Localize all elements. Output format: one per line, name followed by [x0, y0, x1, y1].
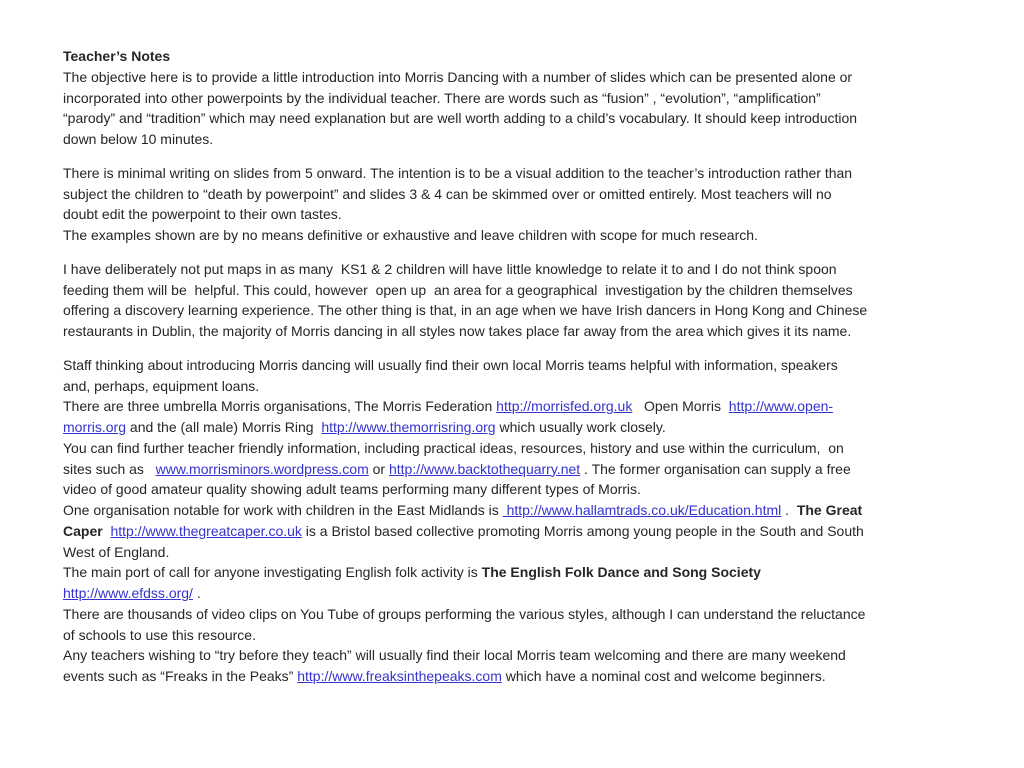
morris-ring-link[interactable]: http://www.themorrisring.org [321, 419, 496, 435]
text-line [63, 108, 984, 129]
notes-text [63, 46, 984, 687]
text-run: One organisation notable for work with children in the East Midlands is [63, 502, 503, 518]
text-run: is a Bristol based collective promoting Morris among young people in the South and South [301, 522, 864, 539]
text-line [63, 645, 984, 666]
text-line [63, 396, 984, 417]
text-line [63, 88, 984, 109]
paragraph-block [63, 163, 984, 246]
backtothequarry-link[interactable]: http://www.backtothequarry.net [388, 460, 581, 477]
text-run: restaurants in Dublin, the majority of Morris dancing in all styles now takes place far away from the area which gives it its name. [63, 323, 852, 339]
text-run: Open Morris [632, 398, 729, 415]
text-run: sites such as [63, 460, 156, 477]
text-run: incorporated into other powerpoints by the individual teacher. There are words such as “fusion” , “evolution”, “amplification” [63, 89, 821, 106]
bold-text: The Great [796, 502, 863, 518]
text-line [63, 521, 984, 542]
text-run: . [781, 502, 797, 518]
text-run: or [368, 460, 389, 477]
text-line [63, 184, 984, 205]
bold-text: The English Folk Dance and Song Society [481, 564, 761, 581]
text-run: There is minimal writing on slides from 5 onward. The intention is to be a visual addition to the teacher’s introduction rather than [63, 164, 853, 181]
text-run: I have deliberately not put maps in as many KS1 & 2 children will have little knowledge to relate it to and I do not think spoon [63, 260, 837, 277]
text-line [63, 355, 984, 376]
bold-text: Teacher’s Notes [63, 48, 171, 64]
text-line [63, 280, 984, 301]
text-run: West of England. [63, 543, 170, 560]
text-line [63, 129, 984, 150]
text-run: feeding them will be helpful. This could, however open up an area for a geographical investigation by the children themselves [63, 281, 853, 298]
text-line [63, 438, 984, 459]
text-line [63, 259, 984, 280]
text-line [63, 46, 984, 67]
text-line [63, 459, 984, 480]
text-run: offering a discovery learning experience. The other thing is that, in an age when we have Irish dancers in Hong Kong and Chinese [63, 302, 868, 319]
text-line [63, 417, 984, 438]
text-run: doubt edit the powerpoint to their own tastes. [63, 206, 342, 223]
text-line [63, 321, 984, 342]
text-run: down below 10 minutes. [63, 131, 214, 147]
morrisfed-link[interactable]: http://morrisfed.org.uk [496, 398, 633, 415]
text-run: “parody” and “tradition” which may need explanation but are well worth adding to a child’s vocabulary. It should keep introduction [63, 110, 858, 127]
open-morris-link[interactable]: http://www.open- [728, 398, 834, 415]
morrisminors-link[interactable]: www.morrisminors.wordpress.com [155, 460, 369, 477]
text-run: You can find further teacher friendly information, including practical ideas, resources, history and use within the curriculum, on [63, 439, 844, 456]
thegreatcaper-link[interactable]: http://www.thegreatcaper.co.uk [110, 522, 302, 539]
text-run: video of good amateur quality showing adult teams performing many different types of Morris. [63, 481, 641, 498]
text-line [63, 604, 984, 625]
bold-text: Caper [63, 522, 103, 539]
paragraph-block [63, 259, 984, 342]
text-line [63, 300, 984, 321]
text-run: Staff thinking about introducing Morris dancing will usually find their own local Morris teams helpful with information, speakers [63, 356, 838, 373]
efdss-link[interactable]: http://www.efdss.org/ [63, 585, 193, 601]
text-run: There are three umbrella Morris organisations, The Morris Federation [63, 398, 497, 415]
text-run: Any teachers wishing to “try before they teach” will usually find their local Morris team welcoming and there are many weekend [63, 647, 846, 664]
text-run: which usually work closely. [495, 419, 666, 435]
text-run: events such as “Freaks in the Peaks” [63, 668, 298, 684]
text-line [63, 67, 984, 88]
text-line [63, 583, 984, 604]
text-line [63, 376, 984, 397]
text-run: of schools to use this resource. [63, 626, 256, 643]
text-line [63, 625, 984, 646]
paragraph-block [63, 355, 984, 687]
text-line [63, 500, 984, 521]
text-run: The examples shown are by no means definitive or exhaustive and leave children with scope for much research. [63, 227, 758, 243]
text-run: There are thousands of video clips on You Tube of groups performing the various styles, although I can understand the reluctance [63, 605, 866, 622]
freaksinthepeaks-link[interactable]: http://www.freaksinthepeaks.com [297, 668, 502, 684]
text-run: which have a nominal cost and welcome beginners. [501, 668, 826, 684]
paragraph-block [63, 46, 984, 150]
open-morris-link[interactable]: morris.org [63, 419, 127, 435]
text-run: and, perhaps, equipment loans. [63, 377, 260, 394]
text-line [63, 562, 984, 583]
text-line [63, 479, 984, 500]
text-line [63, 666, 984, 687]
hallamtrads-link[interactable]: http://www.hallamtrads.co.uk/Education.html [502, 502, 782, 518]
text-line [63, 542, 984, 563]
text-run: . [192, 585, 201, 601]
text-run: subject the children to “death by powerpoint” and slides 3 & 4 can be skimmed over or omitted entirely. Most teachers will no [63, 185, 832, 202]
text-run: and the (all male) Morris Ring [126, 419, 322, 435]
text-run: . The former organisation can supply a free [580, 460, 851, 477]
text-line [63, 225, 984, 246]
text-line [63, 204, 984, 225]
text-line [63, 163, 984, 184]
text-run: The objective here is to provide a little introduction into Morris Dancing with a number of slides which can be presented alone or [63, 68, 853, 85]
text-run: The main port of call for anyone investigating English folk activity is [63, 564, 482, 581]
